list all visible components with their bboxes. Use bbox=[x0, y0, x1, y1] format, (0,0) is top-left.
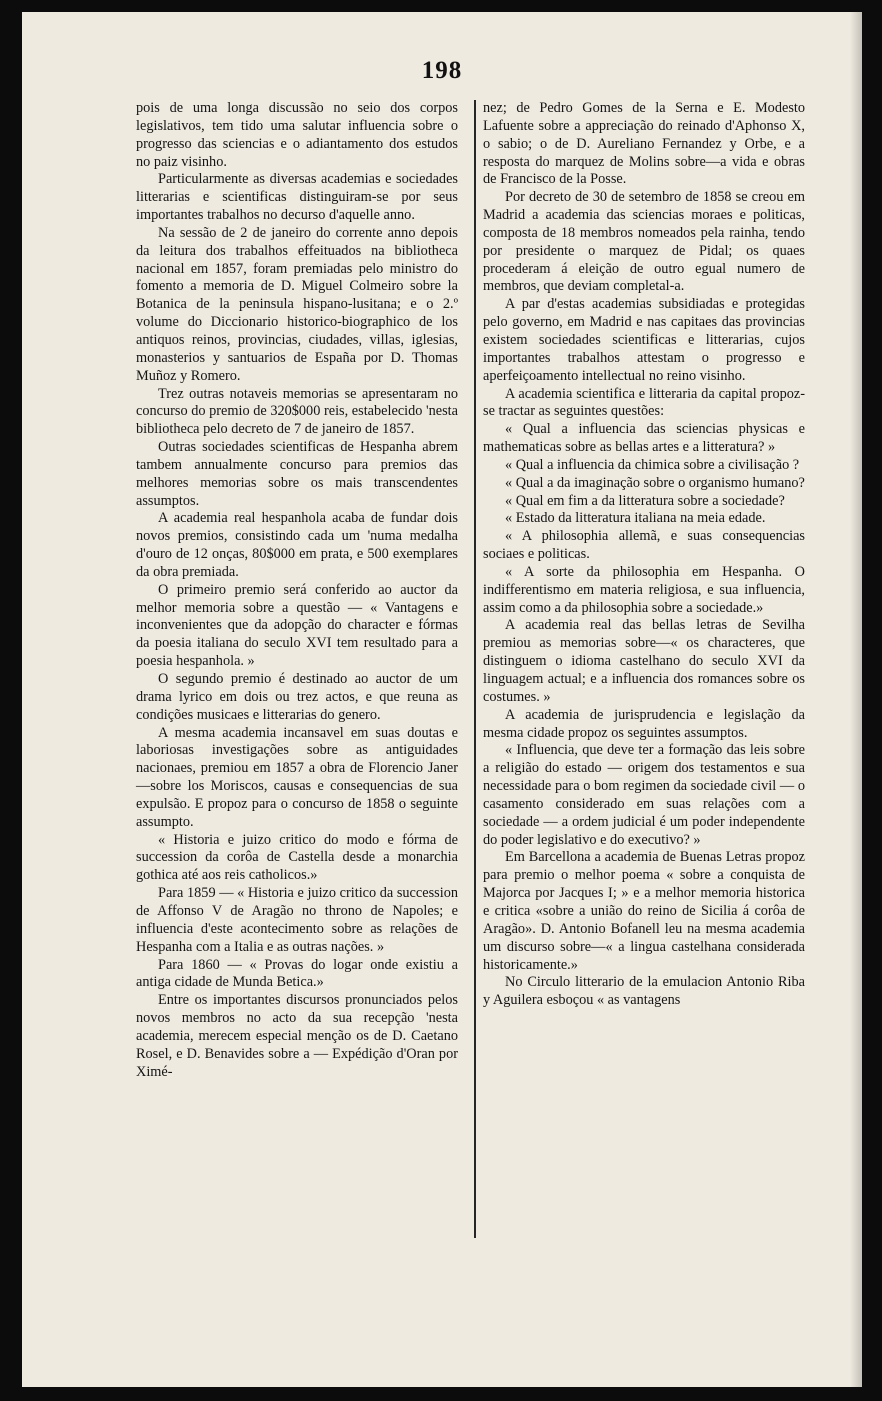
paragraph: pois de uma longa discussão no seio dos corpos legislativos, tem tido uma salutar influencia sobre o progresso das sciencias e o adiantamento dos estudos no paiz visinho. bbox=[136, 100, 458, 170]
paragraph: A academia real das bellas letras de Sevilha premiou as memorias sobre—« os characteres, que distinguem o idioma castelhano do seculo XVI da linguagem actual; e a influencia dos romances sobre os costumes. » bbox=[483, 617, 805, 705]
paragraph: No Circulo litterario de la emulacion Antonio Riba y Aguilera esboçou « as vantagens bbox=[483, 974, 805, 1009]
paragraph: « Estado da litteratura italiana na meia edade. bbox=[505, 510, 766, 527]
paragraph: Para 1860 — « Provas do logar onde existiu a antiga cidade de Munda Betica.» bbox=[136, 956, 458, 991]
paragraph: « Influencia, que deve ter a formação das leis sobre a religião do estado — origem dos testamentos e sua necessidade para o bom regimen da sociedade civil — o casamento considerado em suas relações com a sociedade — a ordem judicial é um poder independente do poder legislativo e do executivo? » bbox=[483, 742, 805, 848]
page-number: 198 bbox=[421, 57, 463, 84]
paragraph: « A sorte da philosophia em Hespanha. O indifferentismo em materia religiosa, e sua influencia, assim como a da philosophia sobre a sociedade.» bbox=[483, 563, 805, 616]
paragraph: « Qual a influencia das sciencias physicas e mathematicas sobre as bellas artes e a litteratura? » bbox=[483, 421, 805, 456]
page-edge-shadow bbox=[850, 12, 862, 1387]
right-column bbox=[483, 100, 805, 1010]
paragraph: « Qual a influencia da chimica sobre a civilisação ? bbox=[505, 456, 800, 473]
paragraph: « Historia e juizo critico do modo e fórma de succession da corôa de Castella desde a monarchia gothica até aos reis catholicos.» bbox=[136, 831, 458, 884]
paragraph: O segundo premio é destinado ao auctor de um drama lyrico em dois ou trez actos, e que reuna as condições musicaes e litterarias do genero. bbox=[136, 671, 458, 723]
paragraph: Outras sociedades scientificas de Hespanha abrem tambem annualmente concurso para premios das melhores memorias sobre os mais transcendentes assumptos. bbox=[136, 439, 458, 509]
paragraph: A par d'estas academias subsidiadas e protegidas pelo governo, em Madrid e nas capitaes das provincias existem sociedades scientificas e litterarias, cujos importantes trabalhos attestam o progresso e aperfeiçoamento intellectual no reino visinho. bbox=[483, 296, 805, 384]
paragraph: A mesma academia incansavel em suas doutas e laboriosas investigações sobre as antiguidades nacionaes, premiou em 1857 a obra de Florencio Janer—sobre los Moriscos, causas e consequencias de sua expulsão. E propoz para o concurso de 1858 o seguinte assumpto. bbox=[136, 724, 458, 830]
document-page bbox=[22, 12, 862, 1387]
left-column bbox=[136, 100, 458, 1081]
column-divider bbox=[474, 100, 476, 1238]
paragraph: Trez outras notaveis memorias se apresentaram no concurso do premio de 320$000 reis, estabelecido 'nesta bibliotheca pelo decreto de 7 de janeiro de 1857. bbox=[136, 385, 458, 438]
paragraph: A academia de jurisprudencia e legislação da mesma cidade propoz os seguintes assumptos. bbox=[483, 706, 805, 741]
paragraph: Para 1859 — « Historia e juizo critico da succession de Affonso V de Aragão no throno de Napoles; e influencia d'este acontecimento sobre as relações de Hespanha com a Italia e as outras nações. » bbox=[136, 885, 458, 955]
paragraph: « Qual em fim a da litteratura sobre a sociedade? bbox=[505, 492, 785, 509]
paragraph: « Qual a da imaginação sobre o organismo humano? bbox=[505, 474, 805, 491]
paragraph: O primeiro premio será conferido ao auctor da melhor memoria sobre a questão — « Vantagens e inconvenientes que da adopção do character e fórmas da poesia italiana do seculo XVI tem resultado para a poesia hespanhola. » bbox=[136, 581, 458, 670]
paragraph: Por decreto de 30 de setembro de 1858 se creou em Madrid a academia das sciencias moraes e politicas, composta de 18 membros nomeados pela rainha, tendo por presidente o marquez de Pidal; os quaes procederam á eleição de outro egual numero de membros, que deviam completal-a. bbox=[483, 189, 805, 295]
paragraph: A academia real hespanhola acaba de fundar dois novos premios, consistindo cada um 'numa medalha d'ouro de 12 onças, 80$000 em prata, e 500 exemplares da obra premiada. bbox=[136, 510, 458, 580]
paragraph: A academia scientifica e litteraria da capital propoz-se tractar as seguintes questões: bbox=[483, 385, 805, 420]
paragraph: Particularmente as diversas academias e sociedades litterarias e scientificas distinguiram-se por seus importantes trabalhos no decurso d'aquelle anno. bbox=[136, 171, 458, 224]
paragraph: « A philosophia allemã, e suas consequencias sociaes e politicas. bbox=[483, 528, 805, 563]
paragraph: Entre os importantes discursos pronunciados pelos novos membros no acto da sua recepção 'nesta academia, merecem especial menção os de D. Caetano Rosel, e D. Benavides sobre a — Expédição d'Oran por Ximé- bbox=[136, 992, 458, 1080]
paragraph: Em Barcellona a academia de Buenas Letras propoz para premio o melhor poema « sobre a conquista de Majorca por Jacques I; » e a melhor memoria historica e critica «sobre a união do reino de Sicilia á corôa de Aragão». D. Antonio Bofanell leu na mesma academia um discurso sobre—« a lingua castelhana considerada historicamente.» bbox=[483, 849, 805, 973]
paragraph: nez; de Pedro Gomes de la Serna e E. Modesto Lafuente sobre a appreciação do reinado d'Aphonso X, o sabio; o de D. Aureliano Fernandez y Orbe, e a resposta do marquez de Molins sobre—a vida e obras de Francisco de la Posse. bbox=[483, 100, 805, 188]
paragraph: Na sessão de 2 de janeiro do corrente anno depois da leitura dos trabalhos effeituados na bibliotheca nacional em 1857, foram premiadas pelo ministro do fomento a memoria de D. Miguel Colmeiro sobre la Botanica de la peninsula hispano-lusitana; e o 2.º volume do Diccionario historico-biographico de los antiquos reinos, provincias, ciudades, villas, iglesias, monasterios y santuarios de España por D. Thomas Muñoz y Romero. bbox=[136, 224, 458, 384]
